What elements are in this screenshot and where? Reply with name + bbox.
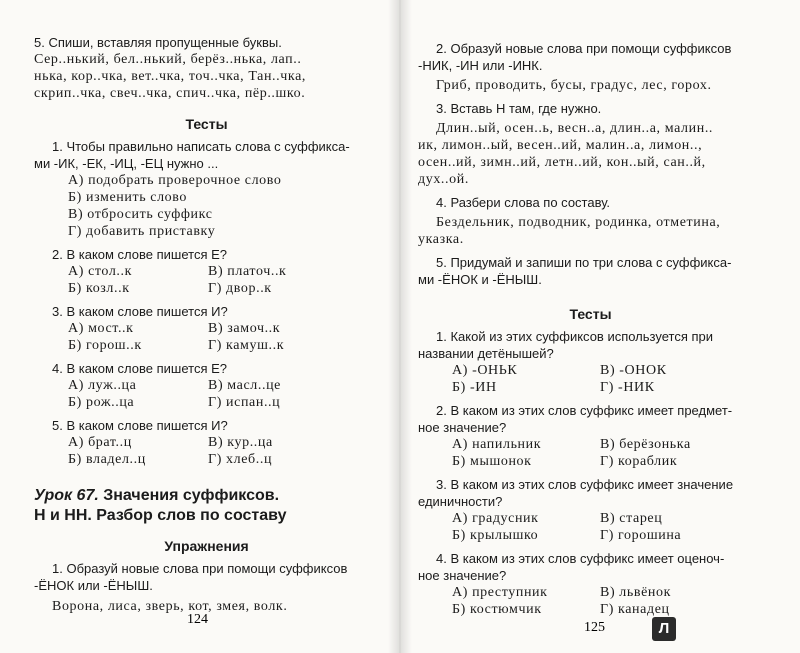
right-test3-options [452, 510, 763, 544]
option: Б) мышонок [452, 454, 532, 469]
option: А) луж..ца [68, 378, 137, 393]
right-test1-options [452, 362, 763, 396]
right-task2-question-cont: -НИК, -ИН или -ИНК. [418, 58, 543, 73]
right-page-content [418, 40, 763, 618]
option: Г) добавить приставку [68, 224, 216, 239]
right-task4-question: 4. Разбери слова по составу. [436, 195, 611, 210]
left-ex1-question-cont: -ЁНОК или -ЁНЫШ. [34, 578, 153, 593]
option: Б) рож..ца [68, 395, 135, 410]
option: В) старец [600, 511, 663, 526]
left-test2-question: 2. В каком слове пишется Е? [52, 247, 228, 262]
left-page-number: 124 [187, 612, 208, 627]
option: В) -ОНОК [600, 363, 667, 378]
option: Б) крылышко [452, 528, 539, 543]
option: Б) изменить слово [68, 190, 188, 205]
lesson-title [34, 486, 379, 526]
option: Б) горош..к [68, 338, 142, 353]
left-test1-question-cont: ми -ИК, -ЕК, -ИЦ, -ЕЦ нужно ... [34, 156, 219, 171]
option: Г) двор..к [208, 281, 272, 296]
option: Б) костюмчик [452, 602, 542, 617]
option: В) замоч..к [208, 321, 281, 336]
right-task3-line-4: дух..ой. [418, 172, 469, 187]
left-task5-line-1: Сер..нький, бел..нький, берёз..нька, лап.. [34, 52, 302, 67]
option: В) львёнок [600, 585, 671, 600]
right-task3-line-1: Длин..ый, осен..ь, весн..а, длин..а, малин.. [436, 121, 714, 136]
option: А) преступник [452, 585, 548, 600]
right-test4-question-cont: ное значение? [418, 568, 507, 583]
right-task3-line-3: осен..ий, зимн..ий, летн..ий, кон..ый, сан..й, [418, 155, 706, 170]
left-tests-heading: Тесты [185, 116, 228, 132]
right-test4-options [452, 584, 763, 618]
option: Б) -ИН [452, 380, 497, 395]
right-test3-question-cont: единичности? [418, 494, 503, 509]
option: А) стол..к [68, 264, 133, 279]
option: В) берёзонька [600, 437, 691, 452]
option: Б) владел..ц [68, 452, 146, 467]
option: Г) канадец [600, 602, 670, 617]
right-test1-question: 1. Какой из этих суффиксов используется при [436, 329, 713, 344]
left-test4-question: 4. В каком слове пишется Е? [52, 361, 228, 376]
left-task5-line-3: скрип..чка, свеч..чка, спич..чка, пёр..шко. [34, 86, 306, 101]
option: Г) -НИК [600, 380, 655, 395]
left-test2-options [68, 263, 379, 297]
option: В) платоч..к [208, 264, 287, 279]
right-task3-question: 3. Вставь Н там, где нужно. [436, 101, 602, 116]
option: Г) испан..ц [208, 395, 281, 410]
option: А) напильник [452, 437, 542, 452]
book-gutter [388, 0, 412, 653]
left-task5-line-2: нька, кор..чка, вет..чка, точ..чка, Тан..чка, [34, 69, 306, 84]
right-test2-question-cont: ное значение? [418, 420, 507, 435]
right-test3-question: 3. В каком из этих слов суффикс имеет значение [436, 477, 734, 492]
option: А) мост..к [68, 321, 134, 336]
right-task4-line-1: Бездельник, подводник, родинка, отметина, [436, 215, 721, 230]
right-task3-line-2: ик, лимон..ый, весен..ий, малин..а, лимон.., [418, 138, 703, 153]
option: Г) кораблик [600, 454, 678, 469]
watermark-logo: Л [652, 617, 676, 641]
exercises-heading: Упражнения [164, 538, 249, 554]
option: А) -ОНЬК [452, 363, 518, 378]
right-page-number: 125 [584, 620, 605, 635]
option: А) подобрать проверочное слово [68, 173, 282, 188]
option: В) кур..ца [208, 435, 273, 450]
left-test3-question: 3. В каком слове пишется И? [52, 304, 228, 319]
right-test1-question-cont: названии детёнышей? [418, 346, 554, 361]
option: А) градусник [452, 511, 539, 526]
lesson-number: Урок 67. [34, 487, 99, 504]
left-ex1-words: Ворона, лиса, зверь, кот, змея, волк. [52, 599, 288, 614]
right-task5-question-cont: ми -ЁНОК и -ЁНЫШ. [418, 272, 542, 287]
option: В) масл..це [208, 378, 281, 393]
left-test1-options [68, 172, 379, 240]
right-test2-question: 2. В каком из этих слов суффикс имеет предмет- [436, 403, 733, 418]
left-task5-title: 5. Спиши, вставляя пропущенные буквы. [34, 35, 282, 50]
right-task5-question: 5. Придумай и запиши по три слова с суффикса- [436, 255, 732, 270]
left-test4-options [68, 377, 379, 411]
left-test5-options [68, 434, 379, 468]
left-test1-question: 1. Чтобы правильно написать слова с суффикса- [52, 139, 350, 154]
left-page-content [34, 34, 379, 615]
right-tests-heading: Тесты [569, 306, 612, 322]
lesson-title-line-2: Н и НН. Разбор слов по составу [34, 507, 287, 524]
right-task2-words: Гриб, проводить, бусы, градус, лес, горох. [436, 78, 712, 93]
left-test5-question: 5. В каком слове пишется И? [52, 418, 228, 433]
left-test3-options [68, 320, 379, 354]
right-task2-question: 2. Образуй новые слова при помощи суффиксов [436, 41, 732, 56]
right-task4-line-2: указка. [418, 232, 464, 247]
option: А) брат..ц [68, 435, 132, 450]
lesson-title-line-1: Значения суффиксов. [98, 487, 280, 504]
option: Г) камуш..к [208, 338, 285, 353]
option: В) отбросить суффикс [68, 207, 213, 222]
left-ex1-question: 1. Образуй новые слова при помощи суффиксов [52, 561, 348, 576]
option: Г) горошина [600, 528, 682, 543]
right-test4-question: 4. В каком из этих слов суффикс имеет оценоч- [436, 551, 725, 566]
option: Б) козл..к [68, 281, 130, 296]
right-test2-options [452, 436, 763, 470]
option: Г) хлеб..ц [208, 452, 273, 467]
